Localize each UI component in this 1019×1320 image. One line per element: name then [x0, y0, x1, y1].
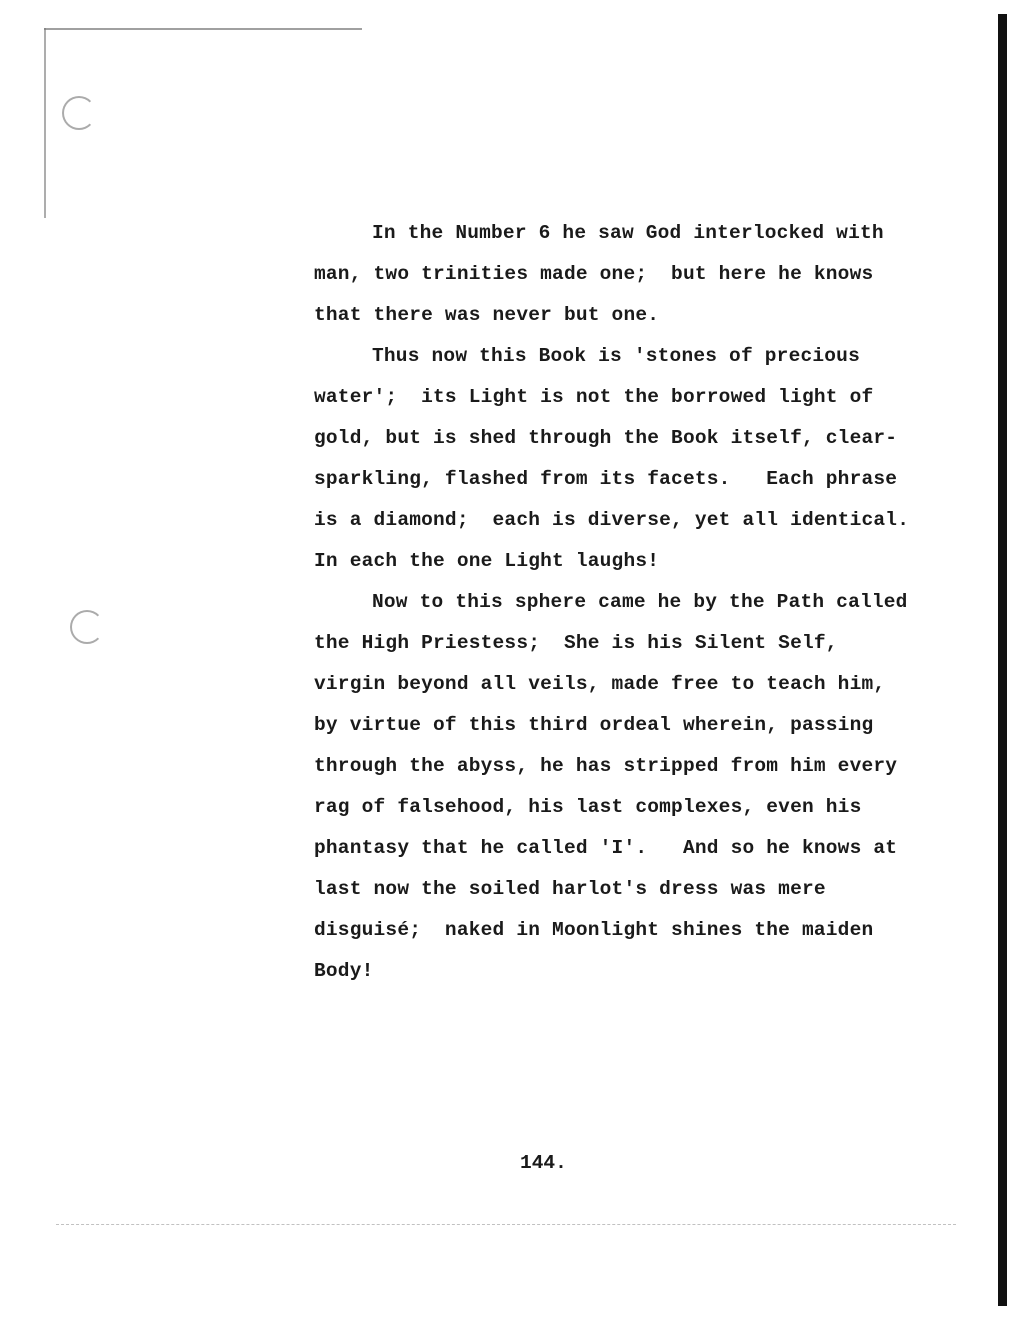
- paragraph-2-line-5: is a diamond; each is diverse, yet all identical.: [314, 509, 910, 531]
- paragraph-3-line-4: by virtue of this third ordeal wherein, passing: [314, 714, 874, 736]
- body-text: [314, 213, 954, 992]
- punch-hole-mark: [70, 610, 104, 644]
- paragraph-1-line-1: In the Number 6 he saw God interlocked with: [372, 222, 884, 244]
- paragraph-2-line-4: sparkling, flashed from its facets. Each phrase: [314, 468, 898, 490]
- scan-edge-right: [998, 14, 1007, 1306]
- paragraph-3-line-1: Now to this sphere came he by the Path called: [372, 591, 908, 613]
- paragraph-1-line-3: that there was never but one.: [314, 304, 660, 326]
- paragraph-3-line-2: the High Priestess; She is his Silent Self,: [314, 632, 838, 654]
- paragraph-2-line-2: water'; its Light is not the borrowed light of: [314, 386, 874, 408]
- paragraph-3-line-10: Body!: [314, 960, 374, 982]
- scan-edge-top: [44, 28, 362, 30]
- page-number: 144.: [520, 1152, 567, 1174]
- paragraph-2-line-6: In each the one Light laughs!: [314, 550, 660, 572]
- punch-hole-mark: [62, 96, 96, 130]
- paragraph-3-line-7: phantasy that he called 'I'. And so he knows at: [314, 837, 898, 859]
- paragraph-3-line-9: disguisé; naked in Moonlight shines the maiden: [314, 919, 874, 941]
- paragraph-3-line-3: virgin beyond all veils, made free to teach him,: [314, 673, 886, 695]
- paragraph-3-line-5: through the abyss, he has stripped from him every: [314, 755, 898, 777]
- paragraph-2-line-1: Thus now this Book is 'stones of precious: [372, 345, 860, 367]
- scan-edge-bottom: [56, 1224, 956, 1225]
- paragraph-3-line-6: rag of falsehood, his last complexes, even his: [314, 796, 862, 818]
- paragraph-3-line-8: last now the soiled harlot's dress was mere: [314, 878, 826, 900]
- scan-edge-left: [44, 28, 46, 218]
- paragraph-2-line-3: gold, but is shed through the Book itself, clear-: [314, 427, 898, 449]
- paragraph-1-line-2: man, two trinities made one; but here he knows: [314, 263, 874, 285]
